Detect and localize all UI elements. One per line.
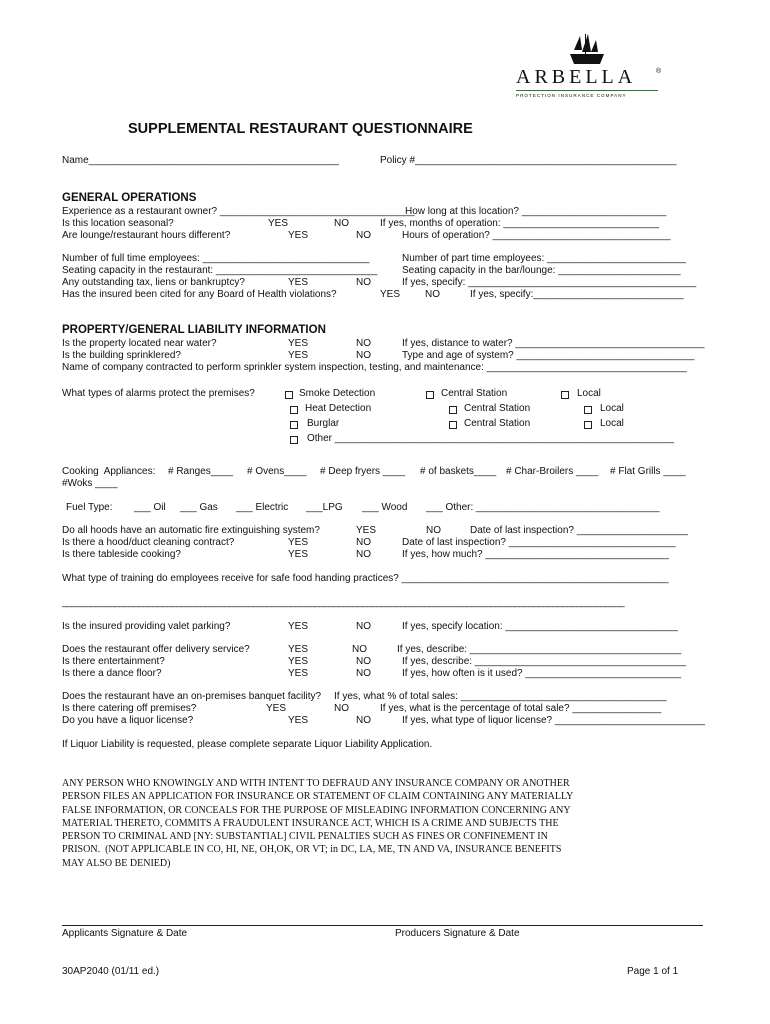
- lounge-yes[interactable]: YES: [288, 230, 309, 241]
- fryers-field[interactable]: # Deep fryers ____: [320, 466, 406, 477]
- health-question: Has the insured been cited for any Board of Health violations?: [62, 289, 337, 300]
- hood-contract-question: Is there a hood/duct cleaning contract?: [62, 537, 235, 548]
- logo-company: ARBELLA: [516, 66, 637, 88]
- policy-field[interactable]: Policy #_______________________________________________: [380, 155, 677, 166]
- hood-contract-inspection-field[interactable]: Date of last inspection? ______________________________: [402, 537, 676, 548]
- valet-question: Is the insured providing valet parking?: [62, 621, 231, 632]
- dance-question: Is there a dance floor?: [62, 668, 162, 679]
- water-yes[interactable]: YES: [288, 338, 309, 349]
- valet-yes[interactable]: YES: [288, 621, 309, 632]
- valet-no[interactable]: NO: [356, 621, 371, 632]
- liquor-type-field[interactable]: If yes, what type of liquor license? ___________________________: [402, 715, 706, 726]
- fuel-lpg[interactable]: ___LPG: [306, 502, 343, 513]
- property-heading: PROPERTY/GENERAL LIABILITY INFORMATION: [62, 324, 326, 336]
- sprinklered-yes[interactable]: YES: [288, 350, 309, 361]
- burglar-local-label: Local: [600, 418, 624, 429]
- burglar-central-label: Central Station: [464, 418, 531, 429]
- dance-no[interactable]: NO: [356, 668, 371, 679]
- liquor-yes[interactable]: YES: [288, 715, 309, 726]
- hoods-question: Do all hoods have an automatic fire extinguishing system?: [62, 525, 320, 536]
- hood-contract-no[interactable]: NO: [356, 537, 371, 548]
- fraud-line: PERSON FILES AN APPLICATION FOR INSURANCE OR STATEMENT OF CLAIM CONTAINING ANY MATERIALLY: [62, 791, 574, 803]
- smoke-checkbox[interactable]: [285, 391, 293, 399]
- fraud-notice: [62, 777, 632, 870]
- logo-rule: [516, 90, 658, 91]
- smoke-central-checkbox[interactable]: [426, 391, 434, 399]
- fraud-line: MATERIAL THERETO, COMMITS A FRAUDULENT INSURANCE ACT, WHICH IS A CRIME AND SUBJECTS THE: [62, 817, 559, 829]
- seasonal-no[interactable]: NO: [334, 218, 349, 229]
- burglar-checkbox[interactable]: [290, 421, 298, 429]
- hoods-yes[interactable]: YES: [356, 525, 377, 536]
- full-time-field[interactable]: Number of full time employees: ______________________________: [62, 253, 370, 264]
- logo-tagline: PROTECTION INSURANCE COMPANY: [516, 93, 627, 98]
- heat-label: Heat Detection: [305, 403, 372, 414]
- burglar-label: Burglar: [307, 418, 340, 429]
- name-field[interactable]: Name_____________________________________________: [62, 155, 339, 166]
- ovens-field[interactable]: # Ovens____: [247, 466, 307, 477]
- how-long-field[interactable]: How long at this location? __________________________: [405, 206, 667, 217]
- liquor-no[interactable]: NO: [356, 715, 371, 726]
- tableside-question: Is there tableside cooking?: [62, 549, 181, 560]
- tableside-how-much-field[interactable]: If yes, how much? _________________________________: [402, 549, 669, 560]
- fraud-line: PERSON TO CRIMINAL AND [NY: SUBSTANTIAL] CIVIL PENALTIES SUCH AS FINES OR CONFINEMENT IN: [62, 831, 548, 843]
- system-field[interactable]: Type and age of system? ________________________________: [402, 350, 695, 361]
- woks-field[interactable]: #Woks ____: [62, 478, 118, 489]
- dance-how-often-field[interactable]: If yes, how often is it used? ____________________________: [402, 668, 682, 679]
- fuel-other-field[interactable]: ___ Other: _________________________________: [426, 502, 660, 513]
- baskets-field[interactable]: # of baskets____: [420, 466, 497, 477]
- heat-central-checkbox[interactable]: [449, 406, 457, 414]
- heat-local-label: Local: [600, 403, 624, 414]
- training-line[interactable]: ______________________________________________________________________________________________________________________: [62, 597, 624, 608]
- fuel-label: Fuel Type:: [66, 502, 113, 513]
- training-field[interactable]: What type of training do employees receive for safe food handing practices? ________________________________________________: [62, 573, 669, 584]
- fuel-wood[interactable]: ___ Wood: [362, 502, 408, 513]
- liquor-note: If Liquor Liability is requested, please complete separate Liquor Liability Application.: [62, 739, 433, 750]
- seasonal-question: Is this location seasonal?: [62, 218, 174, 229]
- entertainment-describe-field[interactable]: If yes, describe: ______________________________________: [402, 656, 687, 667]
- health-no[interactable]: NO: [425, 289, 440, 300]
- dance-yes[interactable]: YES: [288, 668, 309, 679]
- months-field[interactable]: If yes, months of operation: ____________________________: [380, 218, 660, 229]
- tableside-yes[interactable]: YES: [288, 549, 309, 560]
- banquet-pct-field[interactable]: If yes, what % of total sales: _____________________________________: [334, 691, 667, 702]
- ranges-field[interactable]: # Ranges____: [168, 466, 234, 477]
- lounge-no[interactable]: NO: [356, 230, 371, 241]
- catering-pct-field[interactable]: If yes, what is the percentage of total sale? ________________: [380, 703, 662, 714]
- fuel-gas[interactable]: ___ Gas: [180, 502, 218, 513]
- broilers-field[interactable]: # Char-Broilers ____: [506, 466, 599, 477]
- fuel-oil[interactable]: ___ Oil: [134, 502, 166, 513]
- water-no[interactable]: NO: [356, 338, 371, 349]
- hood-contract-yes[interactable]: YES: [288, 537, 309, 548]
- tax-yes[interactable]: YES: [288, 277, 309, 288]
- cooking-label: Cooking Appliances:: [62, 466, 156, 477]
- catering-no[interactable]: NO: [334, 703, 349, 714]
- sprinklered-no[interactable]: NO: [356, 350, 371, 361]
- health-specify-field[interactable]: If yes, specify:___________________________: [470, 289, 684, 300]
- bar-seating-field[interactable]: Seating capacity in the bar/lounge: ______________________: [402, 265, 681, 276]
- smoke-local-checkbox[interactable]: [561, 391, 569, 399]
- catering-question: Is there catering off premises?: [62, 703, 197, 714]
- seasonal-yes[interactable]: YES: [268, 218, 289, 229]
- hoods-inspection-field[interactable]: Date of last inspection? ____________________: [470, 525, 688, 536]
- heat-checkbox[interactable]: [290, 406, 298, 414]
- water-question: Is the property located near water?: [62, 338, 217, 349]
- sprinkler-company-field[interactable]: Name of company contracted to perform sprinkler system inspection, testing, and maintenance: ____________________________________: [62, 362, 687, 373]
- smoke-central-label: Central Station: [441, 388, 508, 399]
- smoke-label: Smoke Detection: [299, 388, 376, 399]
- heat-central-label: Central Station: [464, 403, 531, 414]
- valet-location-field[interactable]: If yes, specify location: _______________________________: [402, 621, 678, 632]
- lounge-question: Are lounge/restaurant hours different?: [62, 230, 231, 241]
- grills-field[interactable]: # Flat Grills ____: [610, 466, 686, 477]
- delivery-no[interactable]: NO: [352, 644, 367, 655]
- tableside-no[interactable]: NO: [356, 549, 371, 560]
- logo-registered-mark: ®: [656, 68, 662, 75]
- page-title: SUPPLEMENTAL RESTAURANT QUESTIONNAIRE: [128, 121, 473, 137]
- smoke-local-label: Local: [577, 388, 601, 399]
- other-alarm-field[interactable]: Other _____________________________________________________________: [307, 433, 675, 444]
- applicant-signature-label: Applicants Signature & Date: [62, 928, 188, 939]
- tax-question: Any outstanding tax, liens or bankruptcy?: [62, 277, 245, 288]
- fraud-line: PRISON. (NOT APPLICABLE IN CO, HI, NE, OH,OK, OR VT; in DC, LA, ME, TN AND VA, INSURANCE BENEFITS: [62, 844, 562, 856]
- general-operations-heading: GENERAL OPERATIONS: [62, 192, 197, 204]
- part-time-field[interactable]: Number of part time employees: _________________________: [402, 253, 687, 264]
- delivery-yes[interactable]: YES: [288, 644, 309, 655]
- entertainment-no[interactable]: NO: [356, 656, 371, 667]
- delivery-describe-field[interactable]: If yes, describe: ______________________________________: [397, 644, 682, 655]
- signature-line[interactable]: [62, 925, 703, 926]
- hoods-no[interactable]: NO: [426, 525, 441, 536]
- liquor-question: Do you have a liquor license?: [62, 715, 194, 726]
- alarms-question: What types of alarms protect the premises?: [62, 388, 255, 399]
- fraud-line: ANY PERSON WHO KNOWINGLY AND WITH INTENT TO DEFRAUD ANY INSURANCE COMPANY OR ANOTHER: [62, 778, 570, 789]
- fuel-electric[interactable]: ___ Electric: [236, 502, 289, 513]
- fraud-line: MAY ALSO BE DENIED): [62, 857, 171, 869]
- experience-field[interactable]: Experience as a restaurant owner? ___________________________________: [62, 206, 415, 217]
- health-yes[interactable]: YES: [380, 289, 401, 300]
- delivery-question: Does the restaurant offer delivery service?: [62, 644, 250, 655]
- tax-specify-field[interactable]: If yes, specify: _________________________________________: [402, 277, 697, 288]
- producer-signature-label: Producers Signature & Date: [395, 928, 520, 939]
- other-alarm-checkbox[interactable]: [290, 436, 298, 444]
- fraud-line: FALSE INFORMATION, OR CONCEALS FOR THE PURPOSE OF MISLEADING INFORMATION CONCERNING ANY: [62, 804, 571, 816]
- catering-yes[interactable]: YES: [266, 703, 287, 714]
- tax-no[interactable]: NO: [356, 277, 371, 288]
- entertainment-yes[interactable]: YES: [288, 656, 309, 667]
- hours-field[interactable]: Hours of operation? ________________________________: [402, 230, 671, 241]
- sprinklered-question: Is the building sprinklered?: [62, 350, 181, 361]
- form-number: 30AP2040 (01/11 ed.): [62, 966, 160, 977]
- heat-local-checkbox[interactable]: [584, 406, 592, 414]
- burglar-central-checkbox[interactable]: [449, 421, 457, 429]
- page-number: Page 1 of 1: [627, 966, 679, 977]
- arbella-logo: [512, 32, 662, 102]
- banquet-question: Does the restaurant have an on-premises banquet facility?: [62, 691, 322, 702]
- seating-field[interactable]: Seating capacity in the restaurant: _____________________________: [62, 265, 378, 276]
- distance-field[interactable]: If yes, distance to water? __________________________________: [402, 338, 705, 349]
- burglar-local-checkbox[interactable]: [584, 421, 592, 429]
- entertainment-question: Is there entertainment?: [62, 656, 165, 667]
